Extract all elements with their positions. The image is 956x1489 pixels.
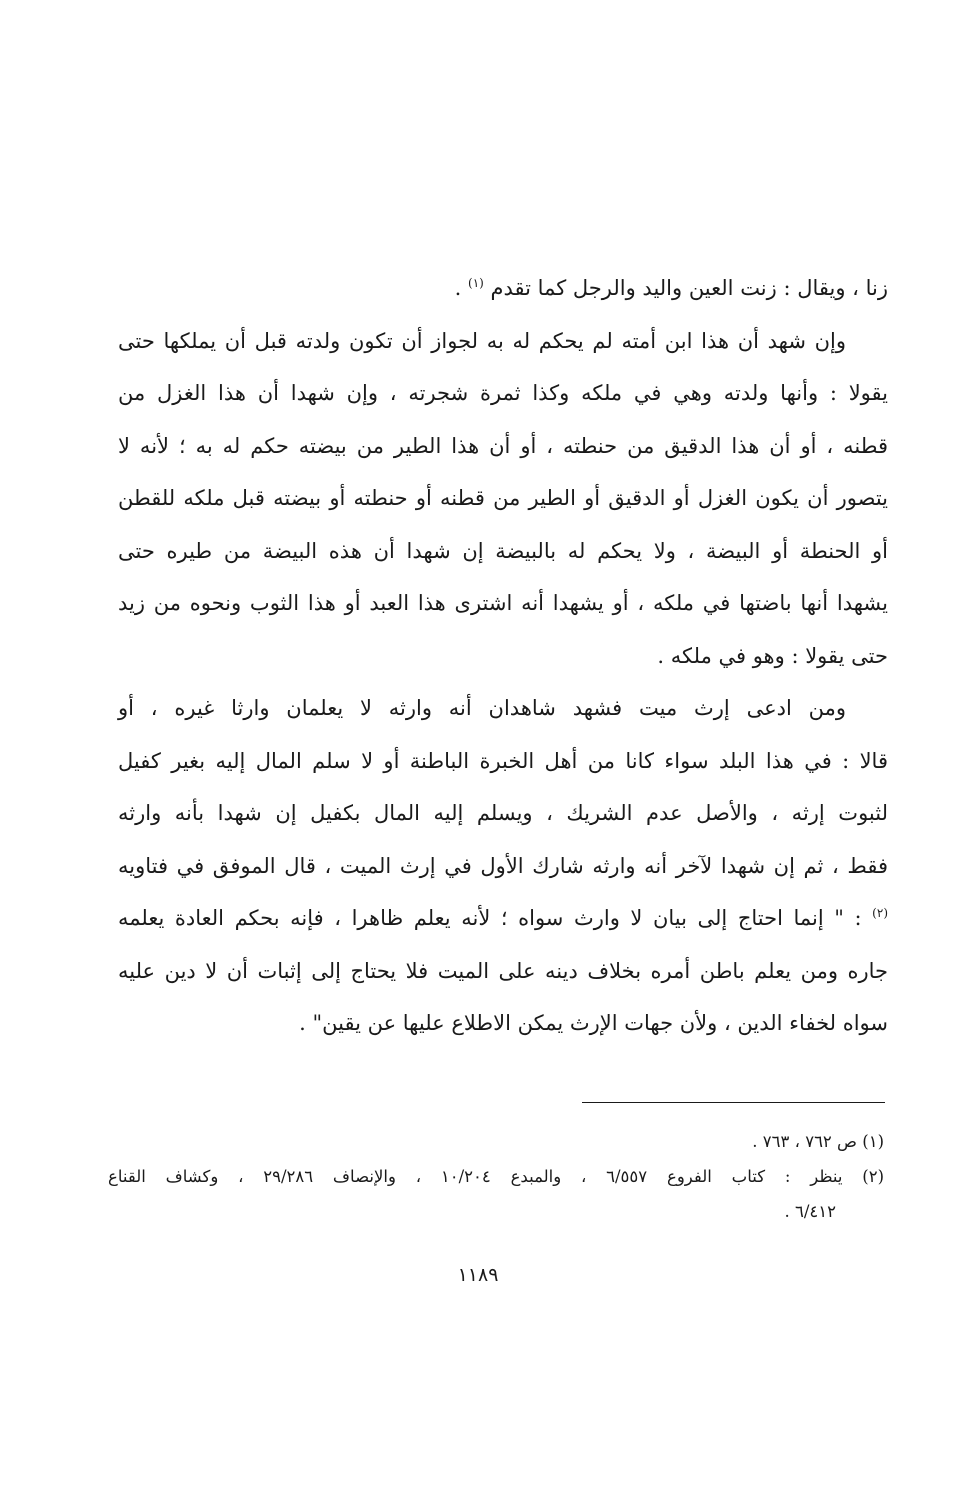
- text-line: وإن شهد أن هذا ابن أمته لم يحكم له به لجواز أن تكون ولدته قبل أن يملكها حتى: [118, 328, 846, 353]
- main-text: [118, 262, 888, 1050]
- text-line: يتصور أن يكون الغزل أو الدقيق أو الطير من قطنه أو حنطته أو بيضته قبل ملكه للقطن: [118, 486, 888, 510]
- text-line: يقولا : وأنها ولدته وهي في ملكه وكذا ثمرة شجرته ، وإن شهدا أن هذا الغزل من: [118, 381, 888, 405]
- text-line: فقط ، ثم إن شهدا لآخر أنه وارثه شارك الأول في إرث الميت ، قال الموفق في فتاويه: [118, 853, 888, 878]
- text-line: لثبوت إرثه ، والأصل عدم الشريك ، ويسلم إليه المال بكفيل إن شهدا بأنه وارثه: [118, 801, 888, 825]
- footnotes: [108, 1124, 884, 1229]
- text-line: يشهدا أنها باضتها في ملكه ، أو يشهدا أنه اشترى هذا العبد أو هذا الثوب ونحوه من زيد: [118, 591, 888, 615]
- text-line: أو الحنطة أو البيضة ، ولا يحكم له بالبيضة إن شهدا أن هذه البيضة من طيره حتى: [118, 538, 888, 563]
- text-line: قطنه ، أو أن هذا الدقيق من حنطته ، أو أن هذا الطير من بيضته حكم له به ؛ لأنه لا: [118, 433, 888, 458]
- text-line: سواه لخفاء الدين ، ولأن جهات الإرث يمكن الاطلاع عليها عن يقين" .: [299, 1011, 888, 1035]
- text-span: زنا ، ويقال : زنت العين واليد والرجل كما تقدم: [490, 276, 888, 300]
- footnote-1: (١) ص ٧٦٢ ، ٧٦٣ .: [752, 1132, 884, 1151]
- footnote-divider: [582, 1102, 885, 1103]
- text-line: ومن ادعى إرث ميت فشهد شاهدان أنه وارثه لا يعلمان وارثا غيره ، أو: [118, 696, 846, 720]
- text-span: : " إنما احتاج إلى بيان لا وارث سواه ؛ لأنه يعلم ظاهرا ، فإنه بحكم العادة يعلمه: [118, 906, 862, 930]
- page-number: ١١٨٩: [457, 1264, 499, 1286]
- text-span: .: [454, 276, 468, 300]
- text-line: [118, 892, 888, 945]
- text-line: جاره ومن يعلم باطن أمره بخلاف دينه على الميت فلا يحتاج إلى إثبات أن لا دين عليه: [118, 958, 888, 983]
- footnote-ref-1[interactable]: (١): [468, 276, 484, 290]
- footnote-2: (٢) ينظر : كتاب الفروع ٦/٥٥٧ ، والمبدع ١٠/٢٠٤ ، والإنصاف ٢٩/٢٨٦ ، وكشاف القناع: [108, 1167, 885, 1186]
- footnote-2-continuation: ٦/٤١٢ .: [784, 1202, 836, 1221]
- text-line: حتى يقولا : وهو في ملكه .: [657, 643, 888, 668]
- text-line: [118, 262, 888, 315]
- footnote-ref-2[interactable]: (٢): [872, 906, 888, 920]
- text-line: قالا : في هذا البلد سواء كانا من أهل الخبرة الباطنة أو لا سلم المال إليه بغير كفيل: [118, 748, 888, 773]
